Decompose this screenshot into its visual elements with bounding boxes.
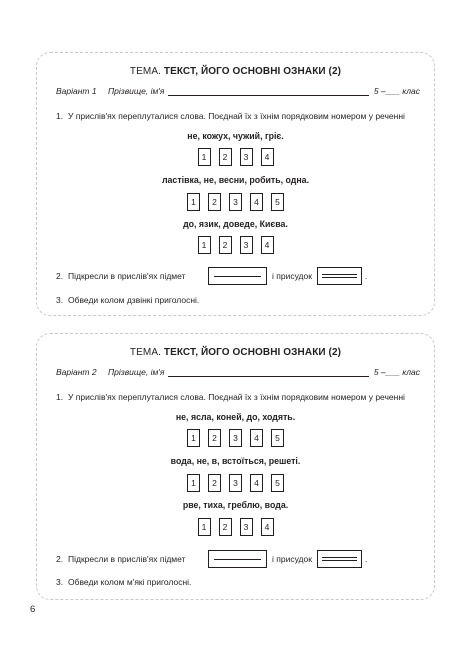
predicate-label: і присудок — [272, 554, 312, 564]
question-2 — [56, 267, 416, 285]
variant-row — [56, 86, 420, 98]
proverb-words-2: ластівка, не, весни, робить, одна. — [161, 175, 310, 185]
number-box[interactable]: 4 — [250, 474, 263, 492]
number-box[interactable]: 2 — [208, 474, 221, 492]
number-box[interactable]: 4 — [261, 518, 274, 536]
question-text: У прислів'ях переплуталися слова. Поєднай їх з їхнім порядковим номером у реченні — [68, 111, 405, 121]
double-underline-bottom — [322, 277, 357, 278]
question-3 — [56, 577, 191, 587]
number-box[interactable]: 1 — [187, 193, 200, 211]
question-number: 1. — [56, 392, 64, 402]
number-box[interactable]: 1 — [187, 429, 200, 447]
subject-answer-box[interactable] — [208, 550, 267, 568]
number-boxes-3 — [37, 236, 434, 254]
number-box[interactable]: 4 — [261, 236, 274, 254]
number-box[interactable]: 2 — [219, 518, 232, 536]
number-box[interactable]: 2 — [219, 236, 232, 254]
card-title — [37, 66, 434, 77]
number-box[interactable]: 4 — [261, 148, 274, 166]
number-box[interactable]: 5 — [271, 193, 284, 211]
question-number: 3. — [56, 295, 64, 305]
question-1 — [56, 392, 405, 402]
number-box[interactable]: 3 — [229, 193, 242, 211]
card-title — [37, 347, 434, 358]
number-boxes-2 — [37, 193, 434, 211]
number-box[interactable]: 1 — [198, 518, 211, 536]
worksheet-card-variant-2 — [36, 333, 435, 600]
question-3 — [56, 295, 199, 305]
title-main: ТЕКСТ, ЙОГО ОСНОВНІ ОЗНАКИ (2) — [163, 347, 342, 358]
number-box[interactable]: 2 — [219, 148, 232, 166]
question-text: Обведи колом дзвінкі приголосні. — [68, 295, 200, 305]
double-underline-top — [322, 557, 357, 558]
question-2-text — [56, 554, 186, 564]
class-label: 5 –___ клас — [373, 86, 420, 96]
predicate-answer-box[interactable] — [317, 550, 362, 568]
single-underline — [214, 276, 261, 277]
question-1 — [56, 111, 405, 121]
subject-answer-box[interactable] — [208, 267, 267, 285]
name-label: Прізвище, ім'я — [108, 86, 165, 96]
number-box[interactable]: 2 — [208, 193, 221, 211]
question-2-period: . — [365, 271, 368, 281]
page-number: 6 — [30, 604, 36, 615]
question-2 — [56, 550, 416, 568]
number-box[interactable]: 1 — [198, 236, 211, 254]
question-2-text — [56, 271, 186, 281]
number-box[interactable]: 3 — [240, 236, 253, 254]
title-main: ТЕКСТ, ЙОГО ОСНОВНІ ОЗНАКИ (2) — [163, 66, 342, 77]
question-number: 2. — [56, 554, 64, 564]
question-number: 1. — [56, 111, 64, 121]
subject-label: Підкресли в прислів'ях підмет — [68, 554, 186, 564]
variant-row — [56, 367, 420, 379]
question-number: 3. — [56, 577, 64, 587]
variant-label: Варіант 2 — [56, 367, 97, 377]
title-prefix: ТЕМА. — [129, 347, 161, 358]
number-box[interactable]: 5 — [271, 429, 284, 447]
worksheet-card-variant-1 — [36, 52, 435, 316]
name-field-line[interactable] — [168, 376, 369, 377]
predicate-label: і присудок — [272, 271, 312, 281]
number-boxes-1 — [37, 429, 434, 447]
question-2-period: . — [365, 554, 368, 564]
number-boxes-1 — [37, 148, 434, 166]
number-box[interactable]: 3 — [229, 429, 242, 447]
name-field-line[interactable] — [168, 95, 369, 96]
predicate-answer-box[interactable] — [317, 267, 362, 285]
proverb-words-1: не, кожух, чужий, гріє. — [187, 131, 284, 141]
number-box[interactable]: 3 — [229, 474, 242, 492]
number-box[interactable]: 3 — [240, 148, 253, 166]
title-prefix: ТЕМА. — [129, 66, 161, 77]
double-underline-top — [322, 274, 357, 275]
subject-label: Підкресли в прислів'ях підмет — [68, 271, 186, 281]
number-box[interactable]: 2 — [208, 429, 221, 447]
number-box[interactable]: 5 — [271, 474, 284, 492]
number-boxes-2 — [37, 474, 434, 492]
class-label: 5 –___ клас — [373, 367, 420, 377]
variant-label: Варіант 1 — [56, 86, 97, 96]
number-box[interactable]: 1 — [198, 148, 211, 166]
number-box[interactable]: 4 — [250, 429, 263, 447]
name-label: Прізвище, ім'я — [108, 367, 165, 377]
number-box[interactable]: 3 — [240, 518, 253, 536]
question-text: У прислів'ях переплуталися слова. Поєднай їх з їхнім порядковим номером у реченні — [68, 392, 405, 402]
double-underline-bottom — [322, 560, 357, 561]
number-box[interactable]: 1 — [187, 474, 200, 492]
proverb-words-1: не, ясла, коней, до, ходять. — [175, 412, 296, 422]
single-underline — [214, 559, 261, 560]
proverb-words-3: до, язик, доведе, Києва. — [183, 219, 288, 229]
proverb-words-2: вода, не, в, встоїться, решеті. — [170, 456, 301, 466]
proverb-words-3: рве, тиха, греблю, вода. — [182, 500, 289, 510]
question-number: 2. — [56, 271, 64, 281]
number-box[interactable]: 4 — [250, 193, 263, 211]
question-text: Обведи колом м'які приголосні. — [68, 577, 192, 587]
number-boxes-3 — [37, 518, 434, 536]
